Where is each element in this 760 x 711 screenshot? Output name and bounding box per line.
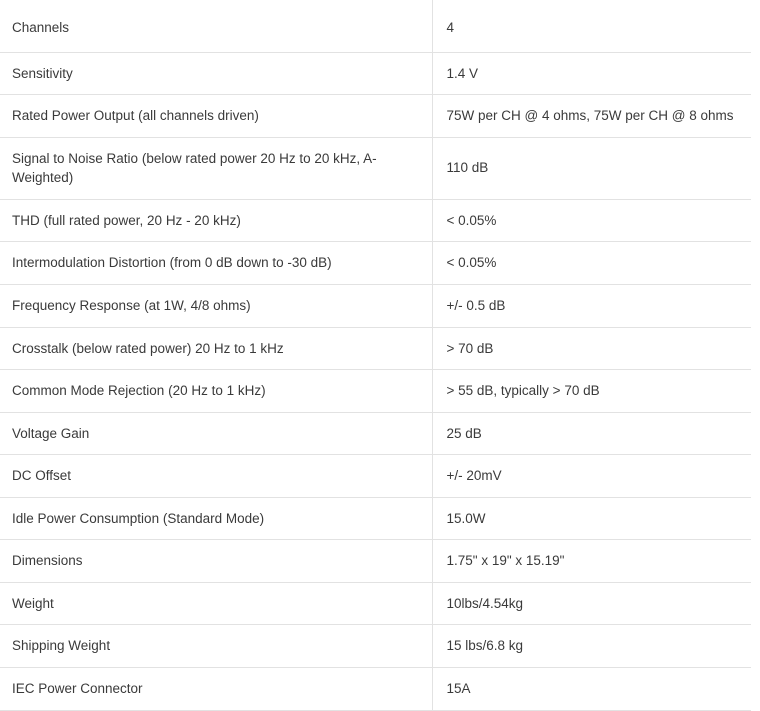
table-row (0, 242, 751, 285)
spec-label: IEC Power Connector (0, 668, 432, 711)
table-row (0, 327, 751, 370)
table-row (0, 412, 751, 455)
spec-label: Rated Power Output (all channels driven) (0, 95, 432, 138)
spec-label: Weight (0, 582, 432, 625)
spec-label: Crosstalk (below rated power) 20 Hz to 1 kHz (0, 327, 432, 370)
spec-label: DC Offset (0, 455, 432, 498)
spec-value: < 0.05% (432, 242, 751, 285)
spec-value: 15 lbs/6.8 kg (432, 625, 751, 668)
spec-label: Channels (0, 0, 432, 52)
table-row (0, 582, 751, 625)
table-row (0, 0, 751, 52)
table-row (0, 625, 751, 668)
table-row (0, 52, 751, 95)
table-row (0, 199, 751, 242)
spec-value: 1.75" x 19" x 15.19" (432, 540, 751, 583)
spec-value: 15.0W (432, 497, 751, 540)
table-row (0, 455, 751, 498)
spec-label: Idle Power Consumption (Standard Mode) (0, 497, 432, 540)
spec-value: > 55 dB, typically > 70 dB (432, 370, 751, 413)
spec-value: 4 (432, 0, 751, 52)
spec-label: THD (full rated power, 20 Hz - 20 kHz) (0, 199, 432, 242)
table-row (0, 95, 751, 138)
spec-label: Signal to Noise Ratio (below rated power 20 Hz to 20 kHz, A-Weighted) (0, 137, 432, 199)
spec-label: Common Mode Rejection (20 Hz to 1 kHz) (0, 370, 432, 413)
table-row (0, 540, 751, 583)
table-row (0, 284, 751, 327)
spec-value: +/- 20mV (432, 455, 751, 498)
spec-value: 110 dB (432, 137, 751, 199)
spec-value: 75W per CH @ 4 ohms, 75W per CH @ 8 ohms (432, 95, 751, 138)
spec-value: > 70 dB (432, 327, 751, 370)
spec-value: 15A (432, 668, 751, 711)
spec-label: Voltage Gain (0, 412, 432, 455)
spec-label: Frequency Response (at 1W, 4/8 ohms) (0, 284, 432, 327)
table-row (0, 370, 751, 413)
spec-label: Sensitivity (0, 52, 432, 95)
spec-label: Intermodulation Distortion (from 0 dB down to -30 dB) (0, 242, 432, 285)
spec-label: Shipping Weight (0, 625, 432, 668)
spec-value: +/- 0.5 dB (432, 284, 751, 327)
spec-value: < 0.05% (432, 199, 751, 242)
table-row (0, 137, 751, 199)
spec-value: 1.4 V (432, 52, 751, 95)
table-row (0, 668, 751, 711)
spec-value: 10lbs/4.54kg (432, 582, 751, 625)
spec-label: Dimensions (0, 540, 432, 583)
spec-value: 25 dB (432, 412, 751, 455)
table-row (0, 497, 751, 540)
